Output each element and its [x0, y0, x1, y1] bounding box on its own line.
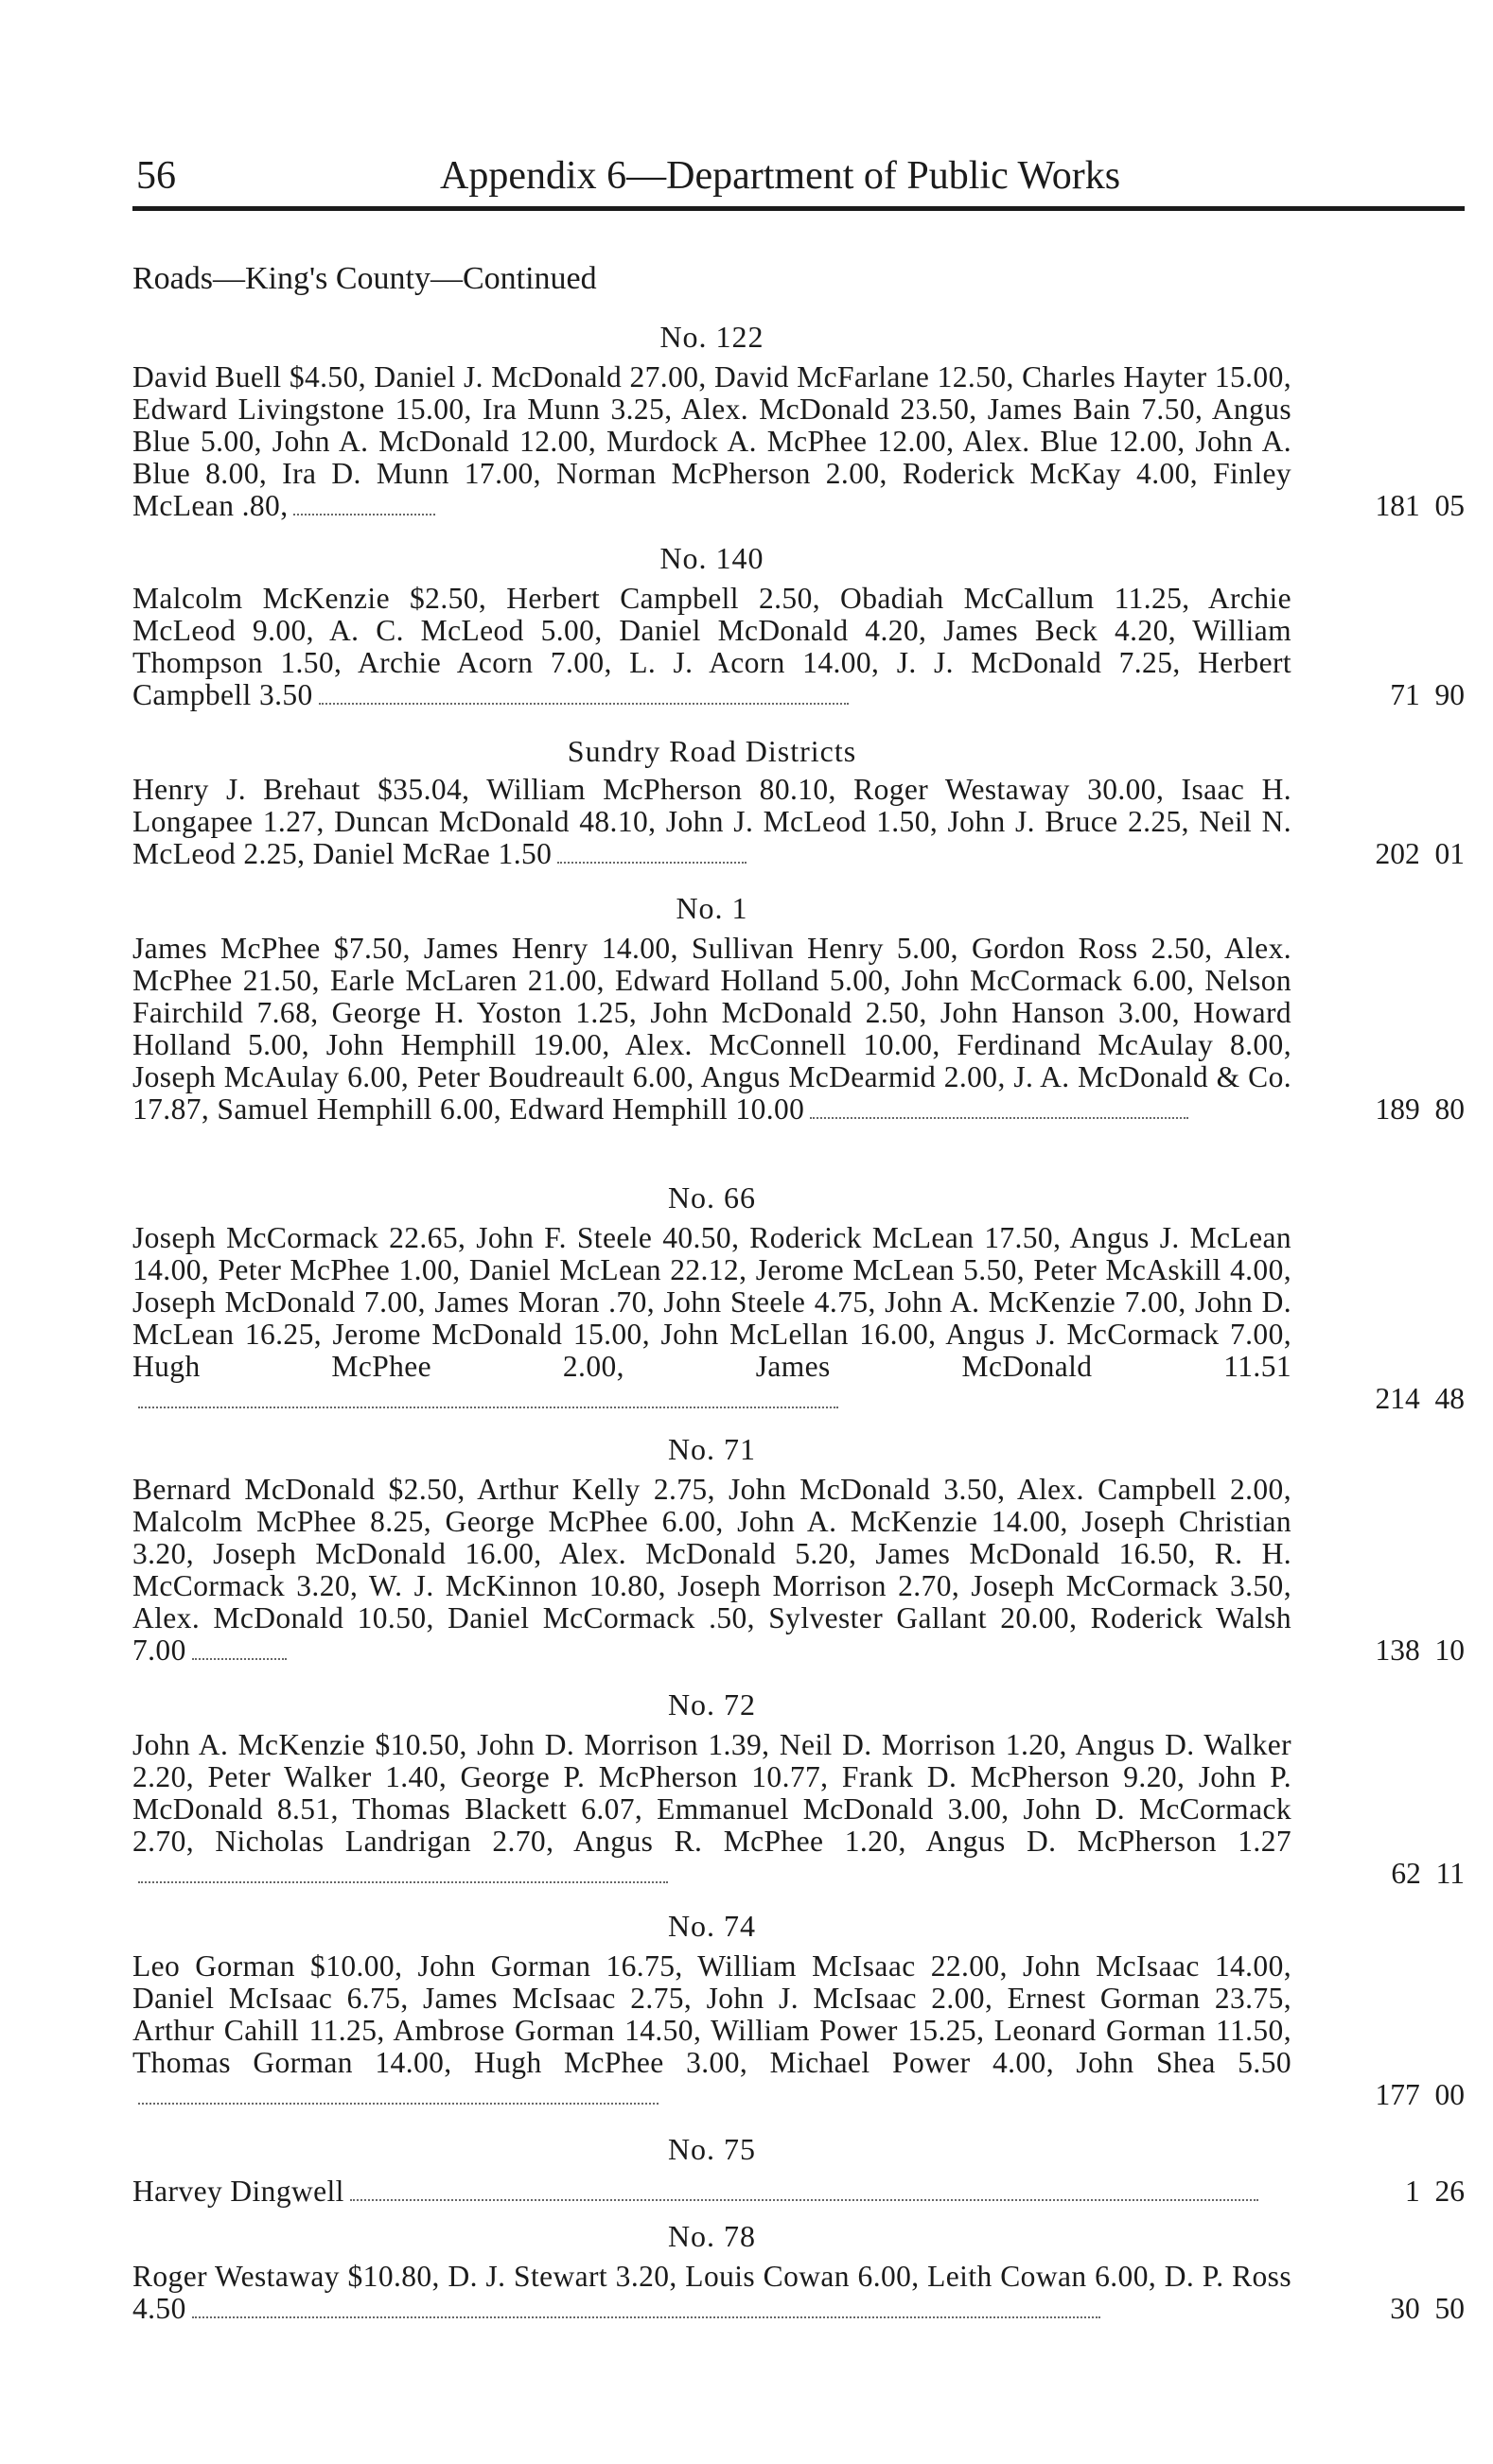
district-entry — [132, 2176, 1465, 2208]
district-entry — [132, 1950, 1465, 2111]
district-entry — [132, 361, 1465, 522]
district-total: 62 11 — [1391, 1857, 1465, 1890]
dotted-leader — [192, 2313, 1100, 2318]
district-total: 30 50 — [1390, 2292, 1465, 2325]
dotted-leader — [138, 2099, 659, 2105]
district-heading: No. 78 — [667, 2219, 757, 2253]
page-header — [132, 140, 1465, 211]
district-heading: No. 75 — [667, 2132, 757, 2166]
district-heading: No. 66 — [667, 1180, 757, 1215]
payee-list: James McPhee $7.50, James Henry 14.00, Sullivan Henry 5.00, Gordon Ross 2.50, Alex. McPhee 21.50, Earle McLaren 21.00, Edward Holland 5.00, John McCormack 6.00, Nelson Fairchild 7.68, George H. Yoston 1.25, John McDonald 2.50, John Hanson 3.00, Howard Holland 5.00, John Hemphill 19.00, Alex. McConnell 10.00, Ferdinand McAulay 8.00, Joseph McAulay 6.00, Peter Boudreault 6.00, Angus McDearmid 2.00, J. A. McDonald & Co. 17.87, Samuel Hemphill 6.00, Edward Hemphill 10.00 — [132, 932, 1291, 1126]
payee-list: John A. McKenzie $10.50, John D. Morrison 1.39, Neil D. Morrison 1.20, Angus D. Walker 2.20, Peter Walker 1.40, George P. McPherson 10.77, Frank D. McPherson 9.20, John P. McDonald 8.51, Thomas Blackett 6.07, Emmanuel McDonald 3.00, John D. McCormack 2.70, Nicholas Landrigan 2.70, Angus R. McPhee 1.20, Angus D. McPherson 1.27 — [132, 1729, 1291, 1890]
district-entry — [132, 1222, 1465, 1415]
section-heading: Roads—King's County—Continued — [132, 261, 597, 296]
district-total: 1 26 — [1405, 2175, 1465, 2208]
district-heading: No. 140 — [659, 541, 764, 575]
district-entry — [132, 2261, 1465, 2325]
district-heading: Sundry Road Districts — [567, 734, 857, 768]
payee-list: Leo Gorman $10.00, John Gorman 16.75, William McIsaac 22.00, John McIsaac 14.00, Daniel McIsaac 6.75, James McIsaac 2.75, John J. McIsaac 2.00, Ernest Gorman 23.75, Arthur Cahill 11.25, Ambrose Gorman 14.50, William Power 15.25, Leonard Gorman 11.50, Thomas Gorman 14.00, Hugh McPhee 3.00, Michael Power 4.00, John Shea 5.50 — [132, 1950, 1291, 2111]
district-heading: No. 74 — [667, 1909, 757, 1943]
payee-list: David Buell $4.50, Daniel J. McDonald 27.00, David McFarlane 12.50, Charles Hayter 15.00, Edward Livingstone 15.00, Ira Munn 3.25, Alex. McDonald 23.50, James Bain 7.50, Angus Blue 5.00, John A. McDonald 12.00, Murdock A. McPhee 12.00, Alex. Blue 12.00, John A. Blue 8.00, Ira D. Munn 17.00, Norman McPherson 2.00, Roderick McKay 4.00, Finley McLean .80, — [132, 360, 1291, 522]
district-entry — [132, 774, 1465, 870]
district-total: 202 01 — [1375, 837, 1465, 870]
dotted-leader — [350, 2195, 1258, 2201]
district-heading: No. 71 — [667, 1432, 757, 1466]
district-entry — [132, 933, 1465, 1126]
payee-list: Malcolm McKenzie $2.50, Herbert Campbell 2.50, Obadiah McCallum 11.25, Archie McLeod 9.00, A. C. McLeod 5.00, Daniel McDonald 4.20, James Beck 4.20, William Thompson 1.50, Archie Acorn 7.00, L. J. Acorn 14.00, J. J. McDonald 7.25, Herbert Campbell 3.50 — [132, 582, 1291, 711]
dotted-leader — [138, 1403, 838, 1408]
dotted-leader — [319, 699, 849, 705]
district-total: 71 90 — [1390, 678, 1465, 711]
district-total: 177 00 — [1375, 2078, 1465, 2111]
dotted-leader — [293, 510, 435, 516]
dotted-leader — [138, 1878, 668, 1883]
dotted-leader — [810, 1113, 1188, 1119]
running-title: Appendix 6—Department of Public Works — [440, 154, 1121, 198]
payee-list: Henry J. Brehaut $35.04, William McPherson 80.10, Roger Westaway 30.00, Isaac H. Longapee 1.27, Duncan McDonald 48.10, John J. McLeod 1.50, John J. Bruce 2.25, Neil N. McLeod 2.25, Daniel McRae 1.50 — [132, 773, 1291, 870]
district-heading: No. 122 — [659, 320, 764, 354]
payee-list: Harvey Dingwell — [132, 2176, 1291, 2208]
district-total: 189 80 — [1375, 1092, 1465, 1126]
page-number: 56 — [136, 154, 176, 198]
district-heading: No. 72 — [667, 1687, 757, 1721]
district-total: 181 05 — [1375, 489, 1465, 522]
dotted-leader — [557, 858, 746, 864]
district-heading: No. 1 — [676, 891, 748, 925]
district-entry — [132, 1729, 1465, 1890]
payee-list: Joseph McCormack 22.65, John F. Steele 40.50, Roderick McLean 17.50, Angus J. McLean 14.00, Peter McPhee 1.00, Daniel McLean 22.12, Jerome McLean 5.50, Peter McAskill 4.00, Joseph McDonald 7.00, James Moran .70, John Steele 4.75, John A. McKenzie 7.00, John D. McLean 16.25, Jerome McDonald 15.00, John McLellan 16.00, Angus J. McCormack 7.00, Hugh McPhee 2.00, James McDonald 11.51 — [132, 1222, 1291, 1415]
payee-list: Roger Westaway $10.80, D. J. Stewart 3.20, Louis Cowan 6.00, Leith Cowan 6.00, D. P. Ross 4.50 — [132, 2260, 1291, 2325]
district-total: 138 10 — [1375, 1634, 1465, 1667]
district-total: 214 48 — [1375, 1382, 1465, 1415]
district-entry — [132, 1474, 1465, 1667]
district-entry — [132, 583, 1465, 711]
dotted-leader — [192, 1654, 287, 1660]
payee-list: Bernard McDonald $2.50, Arthur Kelly 2.75, John McDonald 3.50, Alex. Campbell 2.00, Malcolm McPhee 8.25, George McPhee 6.00, John A. McKenzie 14.00, Joseph Christian 3.20, Joseph McDonald 16.00, Alex. McDonald 5.20, James McDonald 16.50, R. H. McCormack 3.20, W. J. McKinnon 10.80, Joseph Morrison 2.70, Joseph McCormack 3.50, Alex. McDonald 10.50, Daniel McCormack .50, Sylvester Gallant 20.00, Roderick Walsh 7.00 — [132, 1473, 1291, 1667]
